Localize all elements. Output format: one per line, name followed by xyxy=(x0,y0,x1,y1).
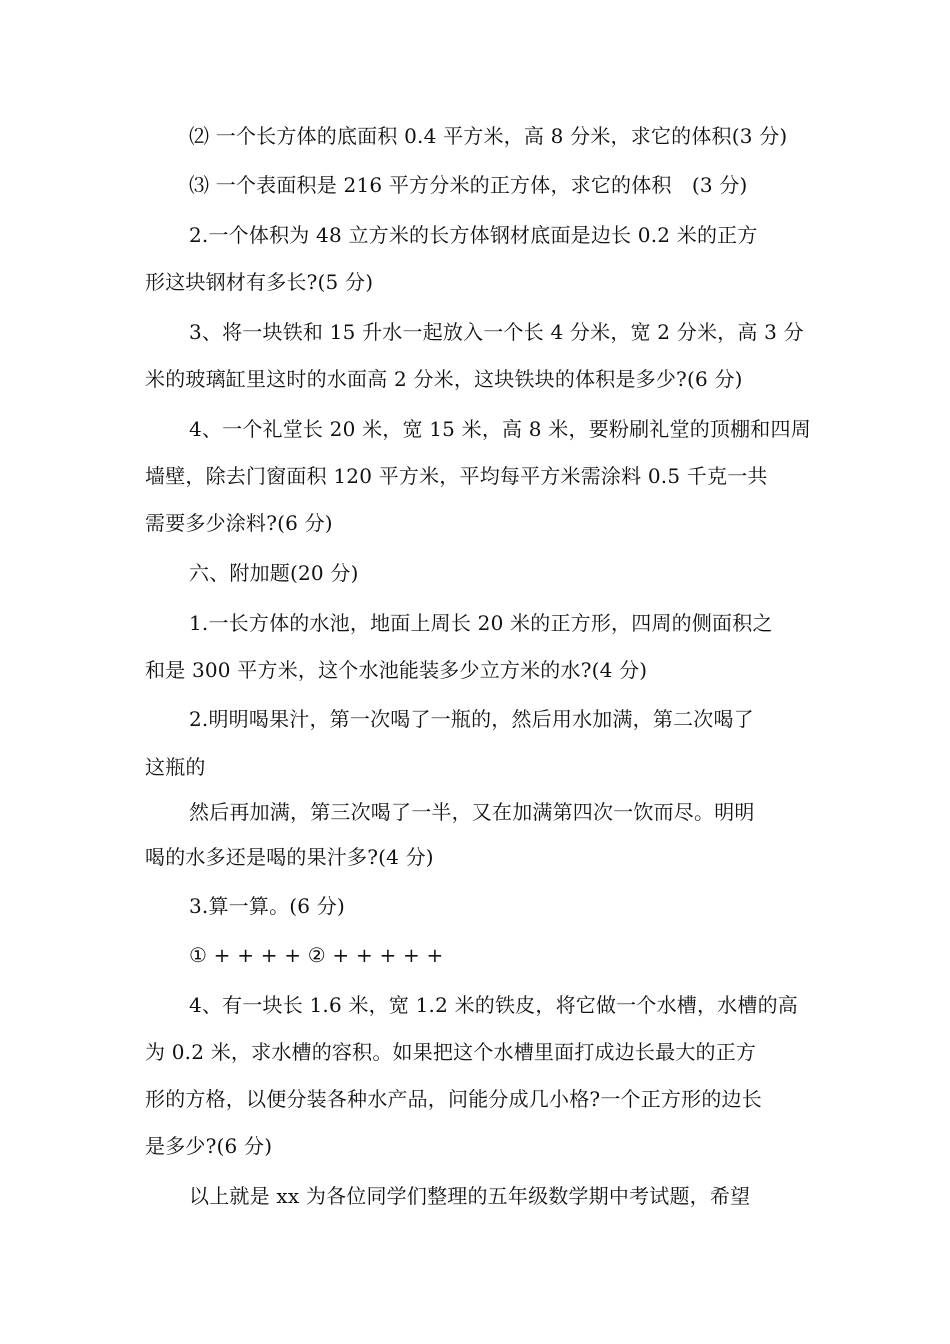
text-line-juice-question-a: 2.明明喝果汁，第一次喝了一瓶的，然后用水加满，第二次喝了 xyxy=(189,707,754,731)
text-line-juice-question-c: 然后再加满，第三次喝了一半，又在加满第四次一饮而尽。明明 xyxy=(189,800,755,824)
text-line-iron-question-a: 3、将一块铁和 15 升水一起放入一个长 4 分米，宽 2 分米，高 3 分 xyxy=(189,320,804,344)
text-line-iron-question-b: 米的玻璃缸里这时的水面高 2 分米，这块铁块的体积是多少?(6 分) xyxy=(145,367,743,391)
text-line-tank-question-d: 是多少?(6 分) xyxy=(145,1134,273,1158)
text-line-pool-question-a: 1.一长方体的水池，地面上周长 20 米的正方形，四周的侧面积之 xyxy=(189,611,773,635)
text-line-juice-question-b: 这瓶的 xyxy=(145,755,206,779)
text-line-volume-question-2: ⑵ 一个长方体的底面积 0.4 平方米，高 8 分米，求它的体积(3 分) xyxy=(189,124,788,148)
text-line-calc-expressions: ① + + + + ② + + + + + xyxy=(189,943,444,967)
text-line-steel-question-a: 2.一个体积为 48 立方米的长方体钢材底面是边长 0.2 米的正方 xyxy=(189,223,758,247)
text-line-hall-question-c: 需要多少涂料?(6 分) xyxy=(145,511,333,535)
text-line-volume-question-3: ⑶ 一个表面积是 216 平方分米的正方体，求它的体积 (3 分) xyxy=(189,173,748,197)
text-line-tank-question-a: 4、有一块长 1.6 米，宽 1.2 米的铁皮，将它做一个水槽，水槽的高 xyxy=(189,993,798,1017)
text-line-hall-question-b: 墙壁，除去门窗面积 120 平方米，平均每平方米需涂料 0.5 千克一共 xyxy=(145,464,768,488)
text-line-tank-question-c: 形的方格，以便分装各种水产品，问能分成几小格?一个正方形的边长 xyxy=(145,1087,762,1111)
text-line-steel-question-b: 形这块钢材有多长?(5 分) xyxy=(145,270,374,294)
text-line-tank-question-b: 为 0.2 米，求水槽的容积。如果把这个水槽里面打成边长最大的正方 xyxy=(145,1040,757,1064)
text-line-hall-question-a: 4、一个礼堂长 20 米，宽 15 米，高 8 米，要粉刷礼堂的顶棚和四周 xyxy=(189,417,811,441)
text-line-pool-question-b: 和是 300 平方米，这个水池能装多少立方米的水?(4 分) xyxy=(145,658,648,682)
text-line-juice-question-d: 喝的水多还是喝的果汁多?(4 分) xyxy=(145,845,434,869)
text-line-calc-question: 3.算一算。(6 分) xyxy=(189,894,345,918)
section-heading-bonus: 六、附加题(20 分) xyxy=(189,561,359,585)
text-line-closing: 以上就是 xx 为各位同学们整理的五年级数学期中考试题，希望 xyxy=(189,1184,751,1208)
